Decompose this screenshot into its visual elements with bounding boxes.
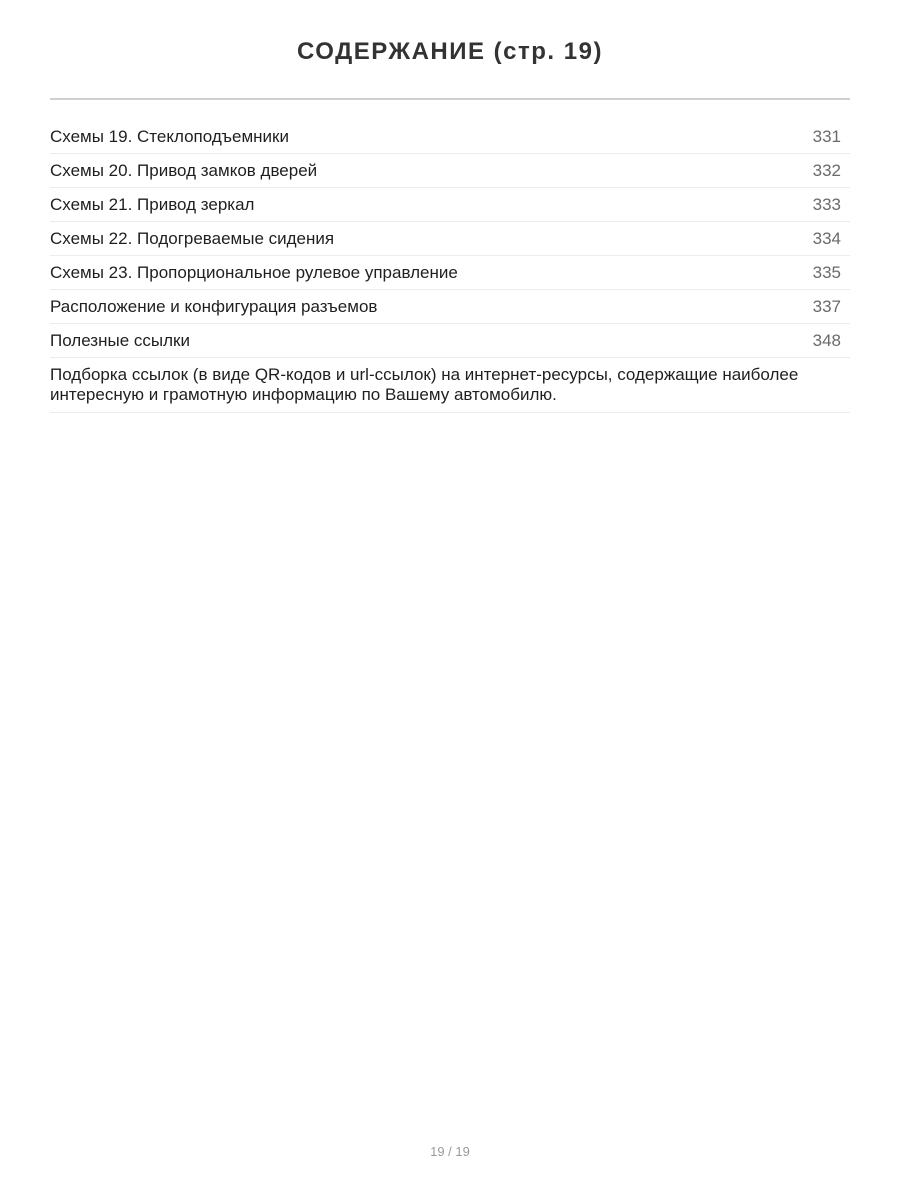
- toc-entry-label: Расположение и конфигурация разъемов: [50, 296, 378, 316]
- toc-entry-page-number: 332: [812, 160, 841, 180]
- page-indicator: 19 / 19: [430, 1144, 470, 1159]
- toc-entry-page-number: 331: [812, 126, 841, 146]
- toc-entry-description: Подборка ссылок (в виде QR-кодов и url-ссылок) на интернет-ресурсы, содержащие наиболее интересную и грамотную информацию по Вашему автомобилю.: [50, 358, 850, 413]
- toc-entry-connectors[interactable]: [50, 290, 850, 324]
- toc-entry-wiring-21[interactable]: [50, 188, 850, 222]
- toc-entry-page-number: 334: [812, 228, 841, 248]
- toc-entry-page-number: 337: [812, 296, 841, 316]
- toc-entry-page-number: 335: [812, 262, 841, 282]
- toc-entry-wiring-22[interactable]: [50, 222, 850, 256]
- toc-entry-wiring-23[interactable]: [50, 256, 850, 290]
- toc-entry-label: Схемы 21. Привод зеркал: [50, 194, 255, 214]
- toc-entry-wiring-19[interactable]: [50, 120, 850, 154]
- toc-entry-label: Схемы 23. Пропорциональное рулевое управление: [50, 262, 458, 282]
- page-title: СОДЕРЖАНИЕ (стр. 19): [297, 38, 603, 65]
- toc-entry-page-number: 333: [812, 194, 841, 214]
- toc-entry-page-number: 348: [812, 330, 841, 350]
- toc-entry-wiring-20[interactable]: [50, 154, 850, 188]
- toc-entry-label: Схемы 22. Подогреваемые сидения: [50, 228, 335, 248]
- toc-entry-useful-links[interactable]: [50, 324, 850, 358]
- title-divider: [50, 98, 850, 100]
- table-of-contents: [50, 120, 850, 413]
- toc-entry-label: Схемы 20. Привод замков дверей: [50, 160, 318, 180]
- toc-entry-label: Схемы 19. Стеклоподъемники: [50, 126, 289, 146]
- toc-entry-label: Полезные ссылки: [50, 330, 190, 350]
